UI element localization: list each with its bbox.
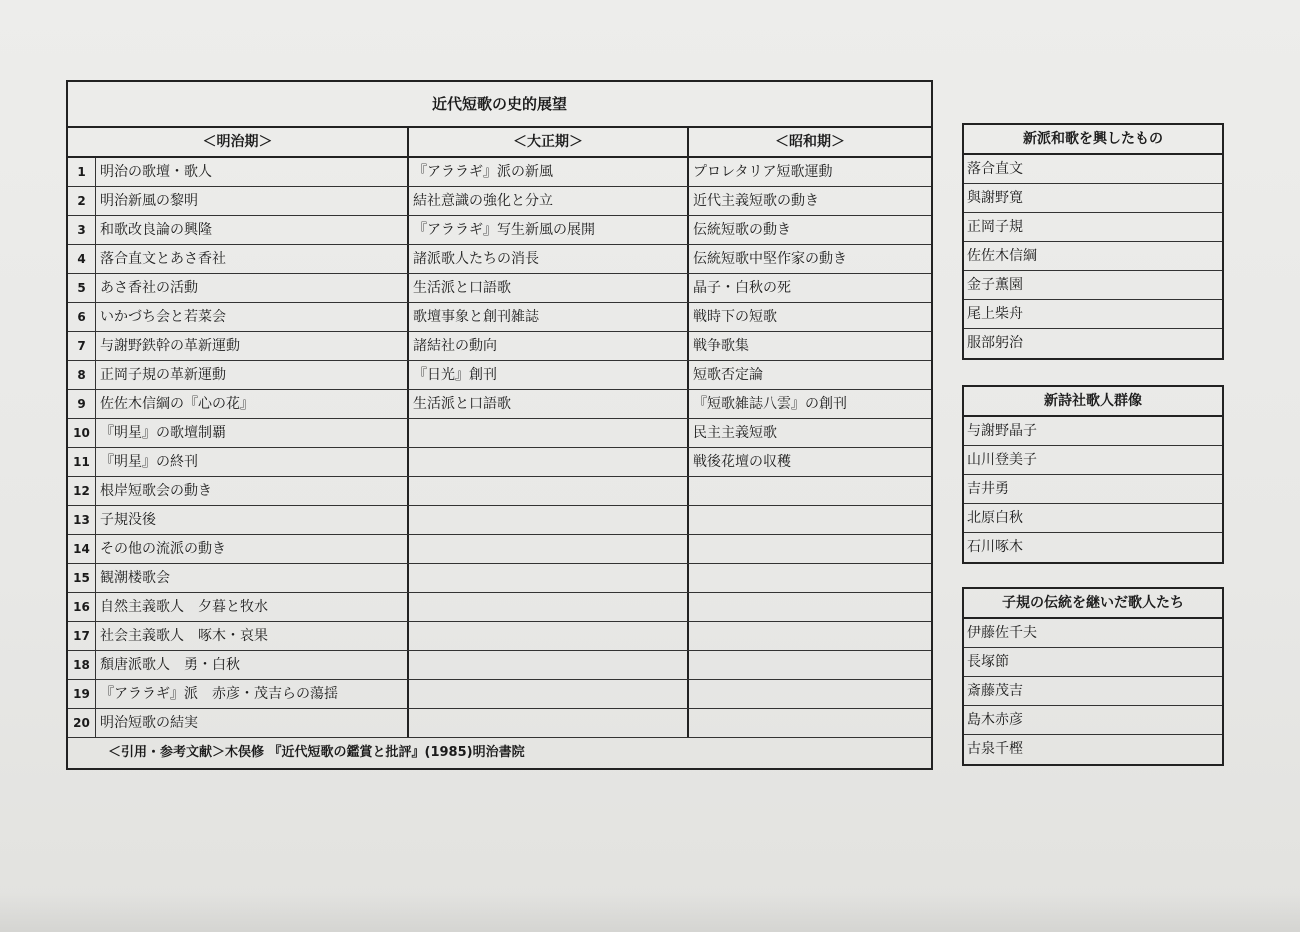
taisho-topic: 『アララギ』派の新風 [413, 164, 553, 180]
meiji-topic: 明治の歌壇・歌人 [100, 164, 212, 180]
table-row [68, 680, 931, 709]
side-panel-title: 新派和歌を興したもの [964, 125, 1222, 155]
table-row [68, 303, 931, 332]
showa-topic: 戦争歌集 [693, 338, 749, 354]
meiji-cell [96, 419, 409, 447]
showa-topic: 『短歌雑誌八雲』の創刊 [693, 396, 847, 412]
showa-topic: 民主主義短歌 [693, 425, 777, 441]
showa-cell [689, 158, 931, 186]
meiji-cell [96, 332, 409, 360]
meiji-topic: 明治短歌の結実 [100, 715, 198, 731]
taisho-cell [409, 274, 689, 302]
table-row [68, 651, 931, 680]
row-number: 10 [68, 419, 96, 447]
showa-cell [689, 680, 931, 708]
showa-topic: 近代主義短歌の動き [693, 193, 819, 209]
table-row [68, 477, 931, 506]
table-row [68, 622, 931, 651]
table-row [68, 274, 931, 303]
showa-topic: 戦後花壇の収穫 [693, 454, 791, 470]
side-panel-title: 子規の伝統を継いだ歌人たち [964, 589, 1222, 619]
meiji-topic: 『明星』の終刊 [100, 454, 198, 470]
taisho-cell [409, 651, 689, 679]
poet-name: 島木赤彦 [964, 706, 1222, 735]
showa-cell [689, 506, 931, 534]
reference-footer: ＜引用・参考文献＞木俣修 『近代短歌の鑑賞と批評』(1985)明治書院 [108, 745, 525, 760]
row-number: 9 [68, 390, 96, 418]
showa-cell [689, 187, 931, 215]
meiji-cell [96, 390, 409, 418]
header-taisho: ＜大正期＞ [409, 128, 689, 156]
showa-cell [689, 390, 931, 418]
poet-name: 與謝野寛 [964, 184, 1222, 213]
taisho-cell [409, 419, 689, 447]
taisho-topic: 生活派と口語歌 [413, 280, 511, 296]
meiji-cell [96, 187, 409, 215]
meiji-topic: 頽唐派歌人 勇・白秋 [100, 657, 240, 673]
poet-name: 古泉千樫 [967, 741, 1023, 757]
taisho-topic: 諸派歌人たちの消長 [413, 251, 539, 267]
taisho-topic: 結社意識の強化と分立 [413, 193, 553, 209]
table-row [68, 390, 931, 419]
meiji-topic: 『明星』の歌壇制覇 [100, 425, 226, 441]
poet-name: 正岡子規 [964, 213, 1222, 242]
row-number: 17 [68, 622, 96, 650]
showa-topic: 戦時下の短歌 [693, 309, 777, 325]
taisho-topic: 生活派と口語歌 [413, 396, 511, 412]
meiji-cell [96, 216, 409, 244]
showa-topic: 伝統短歌中堅作家の動き [693, 251, 847, 267]
row-number: 18 [68, 651, 96, 679]
showa-cell [689, 709, 931, 737]
meiji-cell [96, 709, 409, 737]
table-row [68, 564, 931, 593]
meiji-cell [96, 651, 409, 679]
poet-name: 佐佐木信綱 [964, 242, 1222, 271]
meiji-topic: 明治新風の黎明 [100, 193, 198, 209]
showa-topic: 伝統短歌の動き [693, 222, 791, 238]
meiji-topic: いかづち会と若菜会 [100, 309, 226, 325]
taisho-topic: 『アララギ』写生新風の展開 [413, 222, 595, 238]
taisho-cell [409, 390, 689, 418]
table-row [68, 216, 931, 245]
meiji-topic: 『アララギ』派 赤彦・茂吉らの蕩揺 [100, 686, 338, 702]
meiji-cell [96, 274, 409, 302]
side-panel-shiki-tradition [962, 587, 1224, 766]
meiji-topic: 自然主義歌人 夕暮と牧水 [100, 599, 268, 615]
row-number: 15 [68, 564, 96, 592]
meiji-cell [96, 361, 409, 389]
showa-cell [689, 216, 931, 244]
meiji-cell [96, 477, 409, 505]
taisho-topic: 『日光』創刊 [413, 367, 497, 383]
meiji-cell [96, 593, 409, 621]
taisho-cell [409, 332, 689, 360]
taisho-cell [409, 709, 689, 737]
row-number: 2 [68, 187, 96, 215]
meiji-cell [96, 448, 409, 476]
taisho-topic: 歌壇事象と創刊雑誌 [413, 309, 539, 325]
meiji-topic: 根岸短歌会の動き [100, 483, 212, 499]
meiji-topic: 観潮楼歌会 [100, 570, 170, 586]
meiji-topic: 佐佐木信綱の『心の花』 [100, 396, 254, 412]
showa-cell [689, 564, 931, 592]
row-number: 4 [68, 245, 96, 273]
header-showa: ＜昭和期＞ [775, 134, 845, 150]
poet-name: 服部躬治 [967, 335, 1023, 351]
row-number: 19 [68, 680, 96, 708]
showa-cell [689, 651, 931, 679]
showa-cell [689, 448, 931, 476]
meiji-cell [96, 622, 409, 650]
row-number: 6 [68, 303, 96, 331]
taisho-cell [409, 680, 689, 708]
poet-name: 落合直文 [964, 155, 1222, 184]
poet-name: 石川啄木 [967, 539, 1023, 555]
table-row [68, 593, 931, 622]
meiji-topic: その他の流派の動き [100, 541, 226, 557]
row-number: 5 [68, 274, 96, 302]
showa-cell [689, 245, 931, 273]
taisho-cell [409, 361, 689, 389]
meiji-topic: 正岡子規の革新運動 [100, 367, 226, 383]
poet-name: 尾上柴舟 [964, 300, 1222, 329]
poet-name: 吉井勇 [964, 475, 1222, 504]
showa-topic: プロレタリア短歌運動 [693, 164, 833, 180]
taisho-topic: 諸結社の動向 [413, 338, 497, 354]
taisho-cell [409, 535, 689, 563]
taisho-cell [409, 622, 689, 650]
row-number: 12 [68, 477, 96, 505]
table-row [68, 709, 931, 738]
taisho-cell [409, 158, 689, 186]
showa-cell [689, 622, 931, 650]
table-row [68, 448, 931, 477]
meiji-cell [96, 564, 409, 592]
table-title: 近代短歌の史的展望 [68, 82, 931, 128]
showa-cell [689, 593, 931, 621]
poet-name: 金子薫園 [964, 271, 1222, 300]
taisho-cell [409, 506, 689, 534]
row-number: 7 [68, 332, 96, 360]
showa-topic: 晶子・白秋の死 [693, 280, 791, 296]
meiji-topic: 落合直文とあさ香社 [100, 251, 226, 267]
table-row [68, 158, 931, 187]
meiji-cell [96, 303, 409, 331]
poet-name: 伊藤佐千夫 [964, 619, 1222, 648]
meiji-cell [96, 680, 409, 708]
meiji-topic: 和歌改良論の興隆 [100, 222, 212, 238]
meiji-topic: あさ香社の活動 [100, 280, 198, 296]
taisho-cell [409, 448, 689, 476]
table-row [68, 361, 931, 390]
meiji-cell [96, 245, 409, 273]
meiji-topic: 子規没後 [100, 512, 156, 528]
taisho-cell [409, 187, 689, 215]
meiji-cell [96, 158, 409, 186]
row-number: 11 [68, 448, 96, 476]
table-row [68, 187, 931, 216]
taisho-cell [409, 216, 689, 244]
poet-name: 北原白秋 [964, 504, 1222, 533]
table-row [68, 535, 931, 564]
history-table [66, 80, 933, 770]
row-number: 1 [68, 158, 96, 186]
side-panel-shinpa [962, 123, 1224, 360]
row-number: 20 [68, 709, 96, 737]
row-number: 14 [68, 535, 96, 563]
row-number: 16 [68, 593, 96, 621]
meiji-topic: 与謝野鉄幹の革新運動 [100, 338, 240, 354]
showa-cell [689, 303, 931, 331]
showa-cell [689, 535, 931, 563]
poet-name: 与謝野晶子 [964, 417, 1222, 446]
showa-cell [689, 274, 931, 302]
paper-shadow [0, 892, 1300, 932]
row-number: 13 [68, 506, 96, 534]
table-row [68, 506, 931, 535]
poet-name: 斎藤茂吉 [964, 677, 1222, 706]
taisho-cell [409, 477, 689, 505]
meiji-topic: 社会主義歌人 啄木・哀果 [100, 628, 268, 644]
row-number: 8 [68, 361, 96, 389]
period-header-row [68, 128, 931, 158]
taisho-cell [409, 245, 689, 273]
poet-name: 山川登美子 [964, 446, 1222, 475]
table-row [68, 332, 931, 361]
poet-name: 長塚節 [964, 648, 1222, 677]
side-panel-title: 新詩社歌人群像 [964, 387, 1222, 417]
showa-cell [689, 477, 931, 505]
table-body [68, 158, 931, 738]
showa-topic: 短歌否定論 [693, 367, 763, 383]
table-row [68, 419, 931, 448]
taisho-cell [409, 564, 689, 592]
side-panel-shinshisha [962, 385, 1224, 564]
row-number: 3 [68, 216, 96, 244]
taisho-cell [409, 303, 689, 331]
showa-cell [689, 419, 931, 447]
meiji-cell [96, 535, 409, 563]
showa-cell [689, 332, 931, 360]
meiji-cell [96, 506, 409, 534]
table-row [68, 245, 931, 274]
showa-cell [689, 361, 931, 389]
taisho-cell [409, 593, 689, 621]
header-meiji: ＜明治期＞ [68, 128, 409, 156]
